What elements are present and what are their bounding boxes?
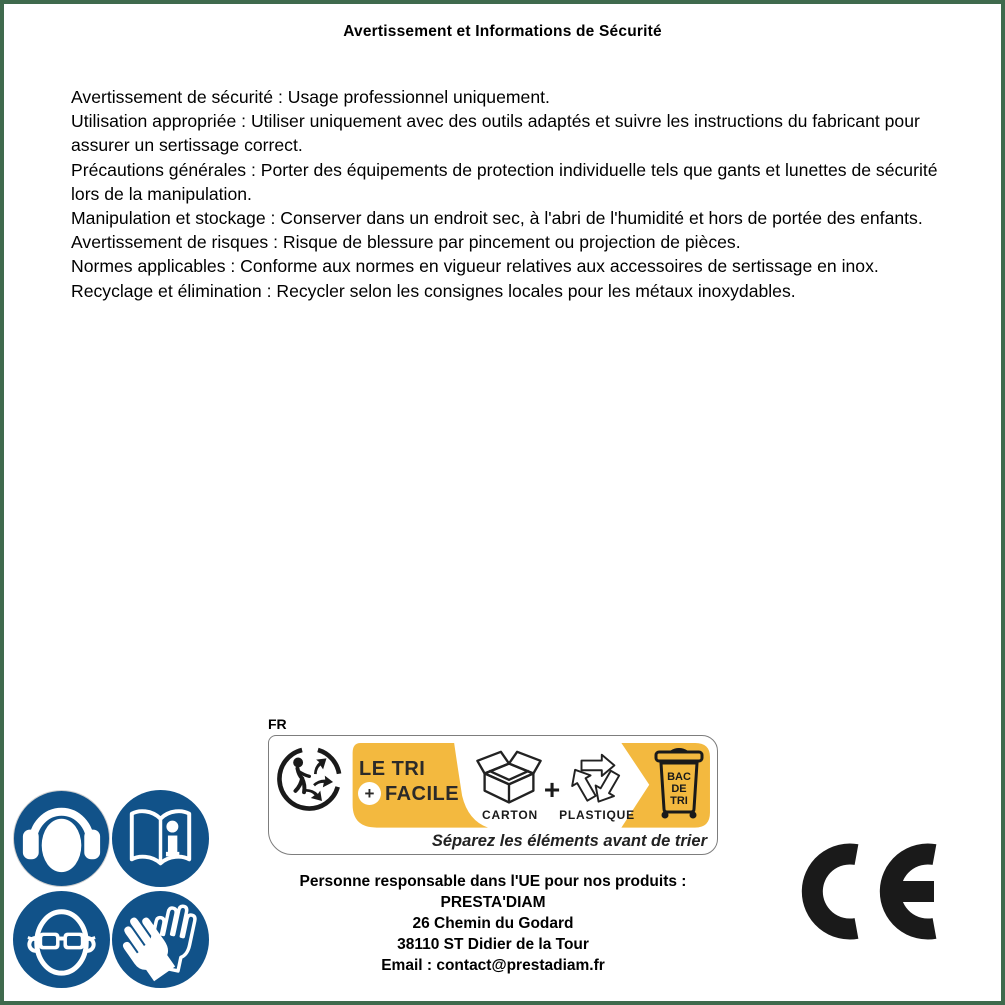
responsible-person-block [243,871,743,976]
address-line: 38110 ST Didier de la Tour [397,936,589,953]
email-line: Email : contact@prestadiam.fr [381,957,605,974]
safety-paragraph: Avertissement de sécurité : Usage professionnel uniquement. [71,87,550,107]
safety-paragraph: Précautions générales : Porter des équipements de protection individuelle tels que gants et lunettes de sécurité lors de la manipulation. [71,159,938,204]
country-code: FR [268,716,287,732]
page-title: Avertissement et Informations de Sécurité [343,23,662,40]
safety-paragraph: Normes applicables : Conforme aux normes en vigueur relatives aux accessoires de sertissage en inox. [71,256,879,277]
tagline-line1: LE TRI [359,758,426,780]
responsible-line: Personne responsable dans l'UE pour nos produits : [299,873,687,890]
safety-paragraph: Avertissement de risques : Risque de blessure par pincement ou projection de pièces. [71,232,741,253]
ce-marking-icon [800,838,945,945]
sorting-bin-icon [653,747,705,819]
triman-recycling-icon [277,746,343,812]
carton-box-icon [469,750,549,806]
address-line: 26 Chemin du Godard [412,915,574,932]
material-label-plastique: PLASTIQUE [559,808,635,822]
eye-protection-icon [12,890,111,989]
safety-paragraph: Recyclage et élimination : Recycler selon les consignes locales pour les métaux inoxydables. [71,280,796,301]
sorting-instruction: Séparez les éléments avant de trier [431,832,707,850]
safety-paragraph: Manipulation et stockage : Conserver dans un endroit sec, à l'abri de l'humidité et hors de portée des enfants. [71,208,923,229]
plastic-recycling-icon [567,748,625,806]
material-label-carton: CARTON [482,808,538,822]
bin-text-line: BAC [667,771,691,783]
materials-plus-icon: + [543,774,561,805]
recycling-label [268,735,718,855]
tagline-line2: FACILE [385,783,460,805]
read-manual-icon [111,789,210,888]
tagline-plus-icon: + [358,782,381,805]
safety-text-block [71,85,947,303]
company-name: PRESTA'DIAM [440,894,546,911]
bin-text-line: TRI [670,795,688,807]
safety-paragraph: Utilisation appropriée : Utiliser uniquement avec des outils adaptés et suivre les instructions du fabricant pour assurer un sertissage correct. [71,111,920,156]
ear-protection-icon [12,789,111,888]
protective-gloves-icon [111,890,210,989]
bin-text-line: DE [671,783,687,795]
